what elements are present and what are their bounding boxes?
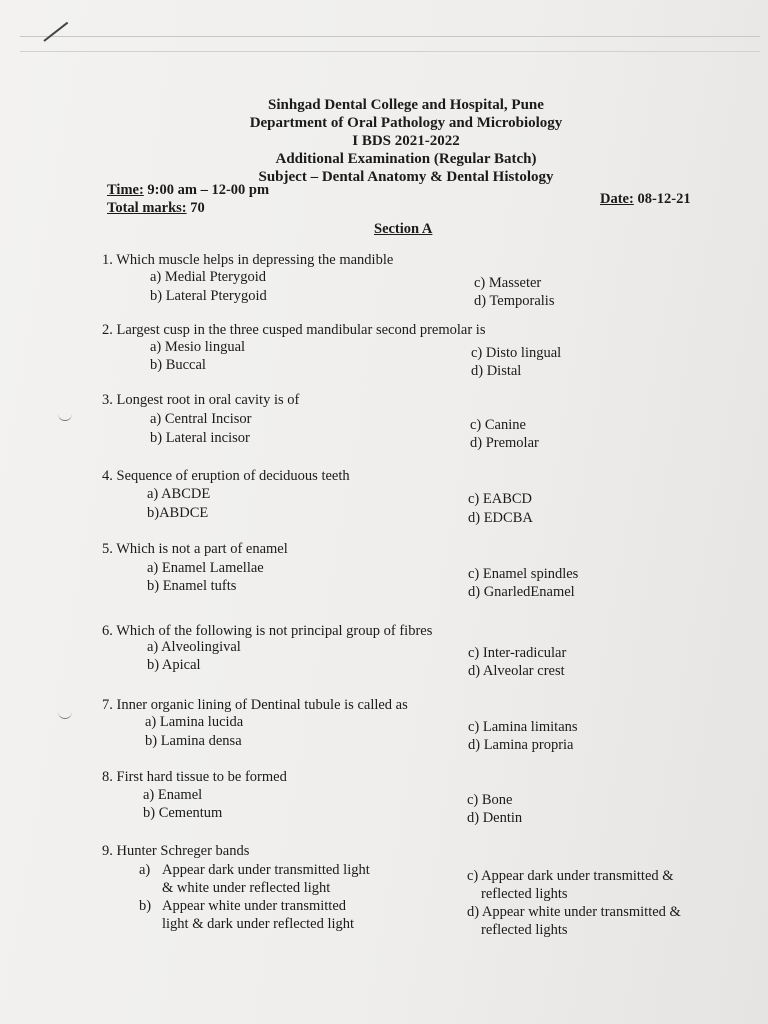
question-3: 3. Longest root in oral cavity is of xyxy=(102,392,300,408)
option-b: b) Cementum xyxy=(143,805,223,821)
option-a: a) Central Incisor xyxy=(150,411,252,427)
time-line xyxy=(107,181,269,199)
exam-title: Additional Examination (Regular Batch) xyxy=(275,151,537,167)
option-a: a) Medial Pterygoid xyxy=(150,269,266,285)
option-d: d) Temporalis xyxy=(474,293,555,309)
section-title: Section A xyxy=(374,221,433,237)
option-b-cont: light & dark under reflected light xyxy=(162,916,355,932)
question-5: 5. Which is not a part of enamel xyxy=(102,541,288,557)
option-c: c) Appear dark under transmitted & xyxy=(467,868,674,884)
option-a: a) ABCDE xyxy=(147,486,211,502)
option-c: c) Bone xyxy=(467,792,513,808)
option-d: d) Lamina propria xyxy=(468,737,574,753)
option-c: c) Disto lingual xyxy=(471,345,562,361)
option-c: c) Canine xyxy=(470,417,526,433)
option-b: b) Lamina densa xyxy=(145,733,242,749)
question-4: 4. Sequence of eruption of deciduous teeth xyxy=(102,468,350,484)
option-b: b) Apical xyxy=(147,657,201,673)
date-label: Date: xyxy=(600,191,634,207)
option-a-cont: & white under reflected light xyxy=(162,880,331,896)
scan-border xyxy=(20,36,760,52)
option-a: a) Enamel xyxy=(143,787,203,803)
question-1: 1. Which muscle helps in depressing the mandible xyxy=(102,252,394,268)
option-b: b) Buccal xyxy=(150,357,206,373)
question-8: 8. First hard tissue to be formed xyxy=(102,769,287,785)
question-6: 6. Which of the following is not principal group of fibres xyxy=(102,623,433,639)
option-b: b)ABDCE xyxy=(147,505,209,521)
option-d: d) Distal xyxy=(471,363,522,379)
option-a-label: a) xyxy=(139,862,151,878)
option-d: d) GnarledEnamel xyxy=(468,584,575,600)
option-c: c) Masseter xyxy=(474,275,542,291)
option-b: b) Lateral incisor xyxy=(150,430,250,446)
date-line xyxy=(600,190,691,208)
option-c: c) Lamina limitans xyxy=(468,719,578,735)
question-9: 9. Hunter Schreger bands xyxy=(102,843,250,859)
option-d: d) Alveolar crest xyxy=(468,663,565,679)
option-a: Appear dark under transmitted light xyxy=(162,862,370,878)
question-2: 2. Largest cusp in the three cusped mandibular second premolar is xyxy=(102,322,486,338)
batch-year: I BDS 2021-2022 xyxy=(352,133,460,149)
option-a: a) Enamel Lamellae xyxy=(147,560,264,576)
option-a: a) Mesio lingual xyxy=(150,339,246,355)
option-b-label: b) xyxy=(139,898,152,914)
question-7: 7. Inner organic lining of Dentinal tubule is called as xyxy=(102,697,408,713)
college-name: Sinhgad Dental College and Hospital, Pune xyxy=(268,97,544,113)
option-a: a) Lamina lucida xyxy=(145,714,244,730)
tick-mark xyxy=(58,710,72,719)
department-name: Department of Oral Pathology and Microbiology xyxy=(249,115,563,131)
option-d-cont: reflected lights xyxy=(481,922,568,938)
option-b: b) Enamel tufts xyxy=(147,578,237,594)
option-c-cont: reflected lights xyxy=(481,886,568,902)
marks-line xyxy=(107,199,205,217)
option-d: d) Dentin xyxy=(467,810,523,826)
option-d: d) Appear white under transmitted & xyxy=(467,904,681,920)
subject-title: Subject – Dental Anatomy & Dental Histology xyxy=(258,169,554,185)
marks-label: Total marks: xyxy=(107,200,187,216)
option-d: d) Premolar xyxy=(470,435,539,451)
option-b: b) Lateral Pterygoid xyxy=(150,288,267,304)
time-label: Time: xyxy=(107,182,144,198)
option-c: c) Enamel spindles xyxy=(468,566,579,582)
option-a: a) Alveolingival xyxy=(147,639,241,655)
tick-mark xyxy=(58,412,72,421)
option-b: Appear white under transmitted xyxy=(162,898,347,914)
option-c: c) EABCD xyxy=(468,491,533,507)
marks-value: 70 xyxy=(190,200,205,216)
option-d: d) EDCBA xyxy=(468,510,533,526)
time-value: 9:00 am – 12-00 pm xyxy=(147,182,270,198)
date-value: 08-12-21 xyxy=(637,191,691,207)
option-c: c) Inter-radicular xyxy=(468,645,567,661)
